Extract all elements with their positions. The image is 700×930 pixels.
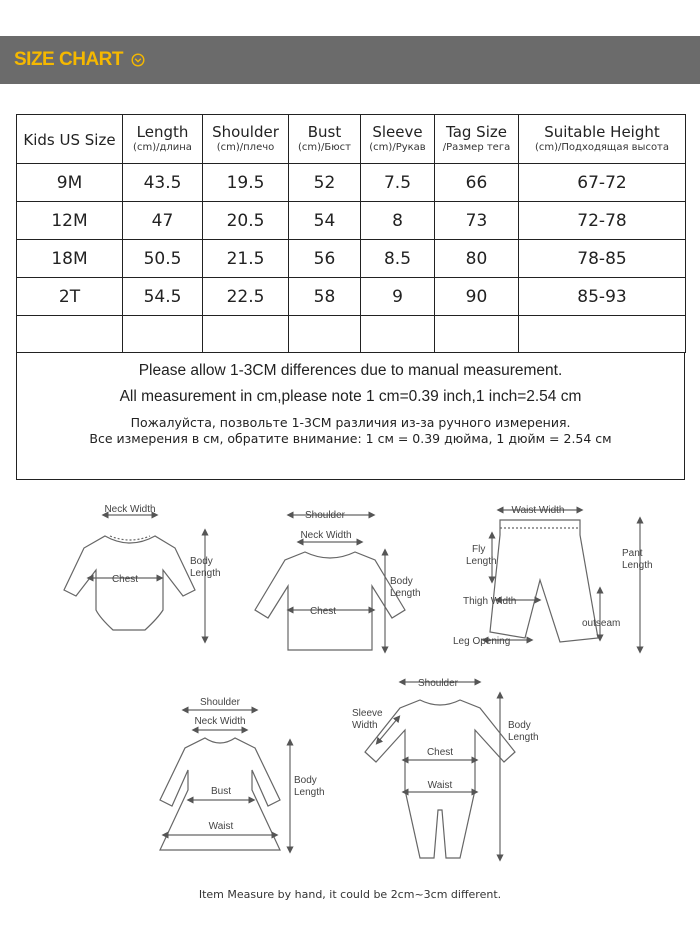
note-line-1: Please allow 1-3CM differences due to manual measurement. bbox=[138, 362, 563, 379]
label-length: Length bbox=[622, 560, 653, 571]
table-cell: 90 bbox=[435, 278, 519, 316]
table-cell: 73 bbox=[435, 202, 519, 240]
label-fly: Fly bbox=[472, 544, 486, 555]
measurement-diagrams bbox=[0, 490, 700, 890]
table-cell: 78-85 bbox=[519, 240, 686, 278]
label-length: Length bbox=[390, 588, 421, 599]
banner-title: SIZE CHART bbox=[14, 49, 123, 70]
label-body: Body bbox=[390, 576, 413, 587]
label-waist: Waist bbox=[427, 780, 453, 791]
table-cell: 2T bbox=[17, 278, 123, 316]
table-cell: 66 bbox=[435, 164, 519, 202]
table-cell: 58 bbox=[289, 278, 361, 316]
table-cell: 47 bbox=[123, 202, 203, 240]
table-cell: 54.5 bbox=[123, 278, 203, 316]
label-chest: Chest bbox=[309, 606, 337, 617]
label-length: Length bbox=[508, 732, 539, 743]
table-cell: 85-93 bbox=[519, 278, 686, 316]
size-table bbox=[16, 114, 686, 353]
table-cell bbox=[289, 316, 361, 353]
label-sleeve: Sleeve bbox=[352, 708, 383, 719]
table-cell bbox=[435, 316, 519, 353]
table-cell: 72-78 bbox=[519, 202, 686, 240]
label-length: Length bbox=[190, 568, 221, 579]
table-cell: 19.5 bbox=[203, 164, 289, 202]
table-row bbox=[17, 164, 686, 202]
header-cell: Tag Size /Размер тега bbox=[435, 115, 519, 164]
label-neck-width: Neck Width bbox=[104, 504, 156, 515]
label-body: Body bbox=[508, 720, 531, 731]
label-shoulder: Shoulder bbox=[199, 697, 241, 708]
size-chart-banner bbox=[0, 36, 700, 84]
table-cell: 20.5 bbox=[203, 202, 289, 240]
table-cell bbox=[123, 316, 203, 353]
table-cell: 22.5 bbox=[203, 278, 289, 316]
header-cell: Bust (cm)/Бюст bbox=[289, 115, 361, 164]
label-leg-opening: Leg Opening bbox=[453, 636, 511, 647]
table-cell bbox=[361, 316, 435, 353]
table-cell: 8.5 bbox=[361, 240, 435, 278]
header-cell: Length (cm)/длина bbox=[123, 115, 203, 164]
table-cell: 8 bbox=[361, 202, 435, 240]
romper-diagram bbox=[365, 682, 515, 858]
label-body: Body bbox=[190, 556, 213, 567]
table-cell: 9M bbox=[17, 164, 123, 202]
label-length: Length bbox=[294, 787, 325, 798]
label-waist: Waist bbox=[208, 821, 234, 832]
label-length: Length bbox=[466, 556, 497, 567]
table-cell: 43.5 bbox=[123, 164, 203, 202]
label-body: Body bbox=[294, 775, 317, 786]
label-neck-width: Neck Width bbox=[300, 530, 352, 541]
note-line-2: All measurement in cm,please note 1 cm=0.39 inch,1 inch=2.54 cm bbox=[119, 388, 582, 405]
table-cell: 18M bbox=[17, 240, 123, 278]
table-row-empty bbox=[17, 316, 686, 353]
table-cell: 7.5 bbox=[361, 164, 435, 202]
table-cell bbox=[203, 316, 289, 353]
table-cell: 56 bbox=[289, 240, 361, 278]
label-waist-width: Waist Width bbox=[511, 505, 565, 516]
table-row bbox=[17, 278, 686, 316]
table-cell: 54 bbox=[289, 202, 361, 240]
header-cell: Shoulder (cm)/плечо bbox=[203, 115, 289, 164]
table-cell bbox=[17, 316, 123, 353]
label-width: Width bbox=[352, 720, 378, 731]
table-row bbox=[17, 240, 686, 278]
header-cell: Sleeve (cm)/Рукав bbox=[361, 115, 435, 164]
table-cell bbox=[519, 316, 686, 353]
table-cell: 52 bbox=[289, 164, 361, 202]
label-chest: Chest bbox=[426, 747, 454, 758]
table-cell: 21.5 bbox=[203, 240, 289, 278]
label-chest: Chest bbox=[111, 574, 139, 585]
table-cell: 12M bbox=[17, 202, 123, 240]
header-cell: Kids US Size bbox=[17, 115, 123, 164]
table-cell: 50.5 bbox=[123, 240, 203, 278]
pants-diagram bbox=[485, 510, 640, 650]
note-line-3: Пожалуйста, позвольте 1-3CM различия из-за ручного измерения. bbox=[130, 415, 571, 430]
label-outseam: outseam bbox=[582, 618, 621, 629]
measurement-notes bbox=[16, 352, 685, 480]
table-row bbox=[17, 202, 686, 240]
chevron-down-circle-icon bbox=[131, 53, 145, 67]
label-thigh-width: Thigh Width bbox=[463, 596, 517, 607]
note-line-4: Все измерения в см, обратите внимание: 1 см = 0.39 дюйма, 1 дюйм = 2.54 см bbox=[89, 431, 612, 446]
label-neck-width: Neck Width bbox=[194, 716, 246, 727]
label-shoulder: Shoulder bbox=[304, 510, 346, 521]
header-cell: Suitable Height (cm)/Подходящая высота bbox=[519, 115, 686, 164]
table-header-row bbox=[17, 115, 686, 164]
label-shoulder: Shoulder bbox=[417, 678, 459, 689]
table-cell: 80 bbox=[435, 240, 519, 278]
footer-note: Item Measure by hand, it could be 2cm~3cm different. bbox=[198, 888, 502, 901]
table-cell: 9 bbox=[361, 278, 435, 316]
label-bust: Bust bbox=[210, 786, 232, 797]
label-pant: Pant bbox=[622, 548, 643, 559]
table-cell: 67-72 bbox=[519, 164, 686, 202]
